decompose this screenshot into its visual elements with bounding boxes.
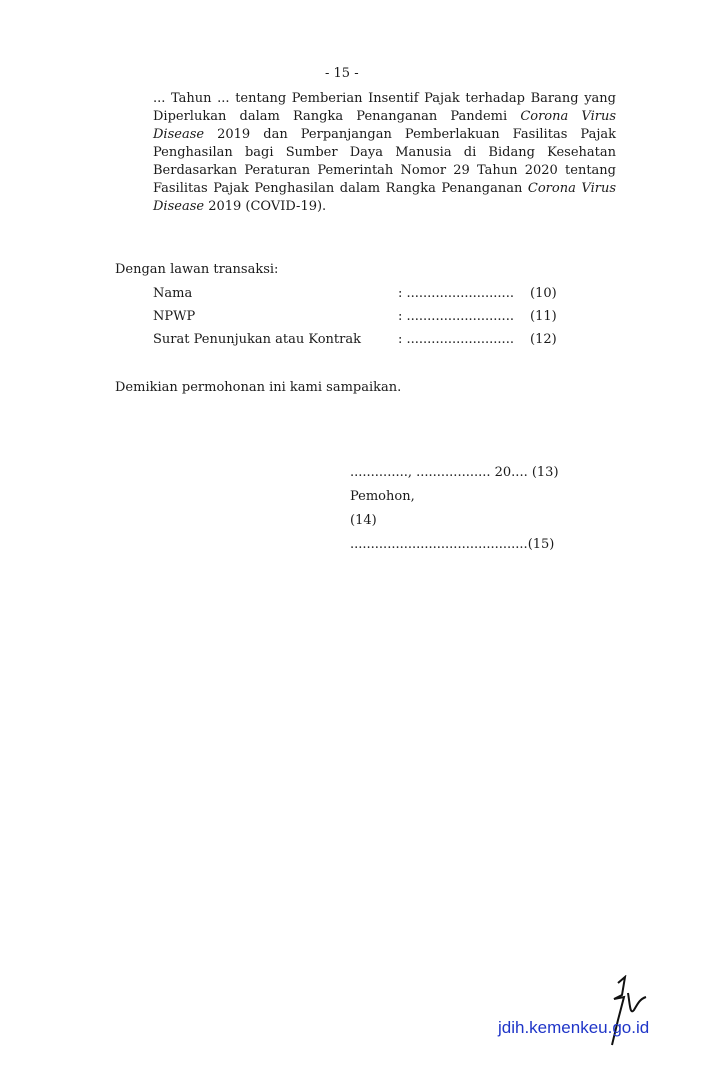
paragraph-line <box>153 198 616 216</box>
text: 2019 (COVID-19). <box>204 199 327 214</box>
field-label: Nama <box>153 286 193 301</box>
paragraph-line <box>153 90 616 108</box>
italic-text: Corona Virus <box>520 109 616 124</box>
field-value: : .......................... <box>398 309 514 324</box>
closing-text: Demikian permohonan ini kami sampaikan. <box>115 380 402 395</box>
field-label: NPWP <box>153 309 196 324</box>
counterparty-intro: Dengan lawan transaksi: <box>115 262 279 277</box>
field-value: : .......................... <box>398 332 514 347</box>
watermark: jdih.kemenkeu.go.id <box>498 1018 650 1037</box>
italic-text: Corona Virus <box>527 181 616 196</box>
applicant-label: Pemohon, <box>350 489 415 504</box>
initials-signature-icon <box>600 975 670 1050</box>
text: Berdasarkan Peraturan Pemerintah Nomor 29 Tahun 2020 tentang <box>153 163 616 178</box>
field-ref: (11) <box>530 309 557 324</box>
paragraph-line <box>153 126 616 144</box>
paragraph-line <box>153 144 616 162</box>
italic-text: Disease <box>153 127 205 142</box>
text: Diperlukan dalam Rangka Penanganan Pandemi <box>153 109 521 124</box>
signature-ref: (14) <box>350 513 377 528</box>
italic-text: Disease <box>153 199 205 214</box>
place-date-line: .............., .................. 20.... (13) <box>350 465 559 480</box>
page-number: - 15 - <box>325 66 359 81</box>
paragraph-line <box>153 180 616 198</box>
text: Penghasilan bagi Sumber Daya Manusia di Bidang Kesehatan <box>153 145 616 160</box>
text: Fasilitas Pajak Penghasilan dalam Rangka Penanganan <box>153 181 528 196</box>
paragraph-line <box>153 162 616 180</box>
paragraph-line <box>153 108 616 126</box>
text: ... Tahun ... tentang Pemberian Insentif Pajak terhadap Barang yang <box>153 91 616 106</box>
field-ref: (10) <box>530 286 557 301</box>
text: 2019 dan Perpanjangan Pemberlakuan Fasilitas Pajak <box>204 127 616 142</box>
field-value: : .......................... <box>398 286 514 301</box>
field-ref: (12) <box>530 332 557 347</box>
field-label: Surat Penunjukan atau Kontrak <box>153 332 361 347</box>
name-line: ...........................................(15) <box>350 537 555 552</box>
